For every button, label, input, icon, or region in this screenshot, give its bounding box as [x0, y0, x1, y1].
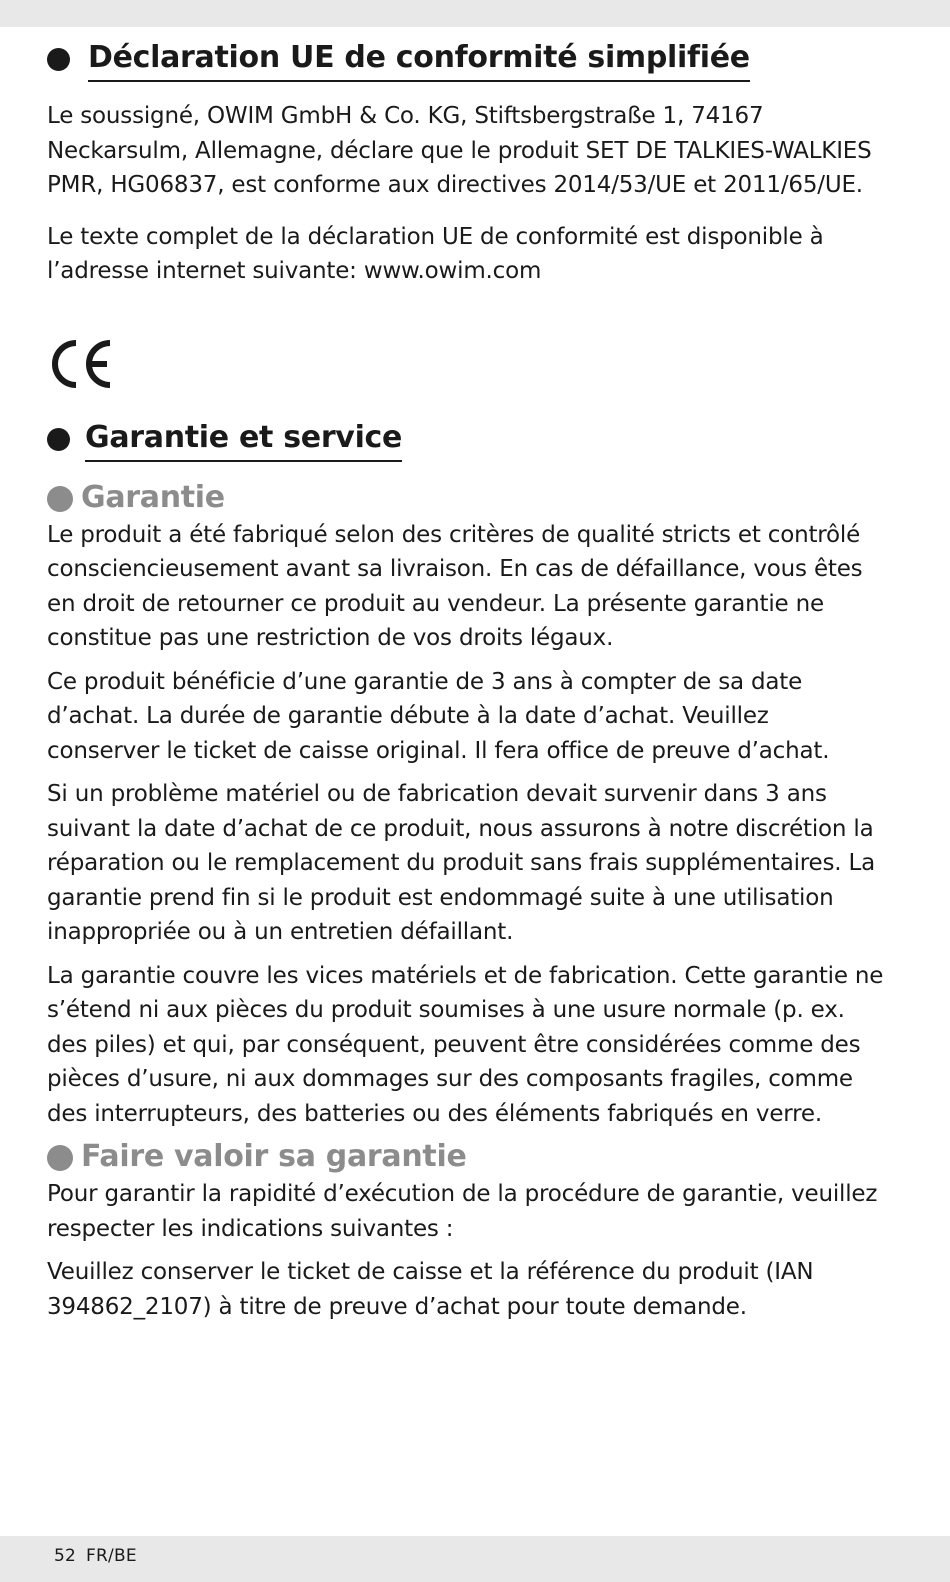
paragraph: Ce produit bénéficie d’une garantie de 3 ans à compter de sa date d’achat. La durée de garantie débute à la date d’achat. Veuillez conserver le ticket de caisse original. Il fera office de preuve d’achat.	[47, 668, 830, 764]
footer-band	[0, 1536, 950, 1582]
footer	[54, 1546, 137, 1566]
paragraph: Si un problème matériel ou de fabrication devait survenir dans 3 ans suivant la date d’achat de ce produit, nous assurons à notre discrétion la réparation ou le remplacement du produit sans frais supplémentaires. La garantie prend fin si le produit est endommagé suite à une utilisation inappropriée ou à un entretien défaillant.	[47, 781, 876, 945]
section-title: Déclaration UE de conformité simplifiée	[88, 37, 750, 82]
paragraph: Le texte complet de la déclaration UE de conformité est disponible à l’adresse internet suivante: www.owim.com	[47, 223, 824, 284]
subheading-garantie	[47, 478, 887, 518]
paragraph: Veuillez conserver le ticket de caisse et la référence du produit (IAN 394862_2107) à titre de preuve d’achat pour toute demande.	[47, 1259, 814, 1320]
paragraph: Le produit a été fabriqué selon des critères de qualité stricts et contrôlé consciencieusement avant sa livraison. En cas de défaillance, vous êtes en droit de retourner ce produit au vendeur. La présente garantie ne constitue pas une restriction de vos droits légaux.	[47, 521, 863, 651]
bullet-icon	[47, 428, 70, 451]
bullet-icon	[47, 486, 73, 512]
locale-label: FR/BE	[86, 1546, 137, 1566]
subheading-faire-valoir	[47, 1137, 887, 1177]
ce-mark-icon	[47, 339, 115, 389]
bullet-icon	[47, 48, 70, 71]
page-number: 52	[54, 1546, 77, 1566]
paragraph: La garantie couvre les vices matériels et de fabrication. Cette garantie ne s’étend ni aux pièces du produit soumises à une usure normale (p. ex. des piles) et qui, par conséquent, peuvent être considérées comme des pièces d’usure, ni aux dommages sur des composants fragiles, comme des interrupteurs, des batteries ou des éléments fabriqués en verre.	[47, 962, 884, 1127]
section-title: Garantie et service	[85, 417, 402, 462]
section-heading-declaration	[47, 37, 887, 82]
top-band	[0, 0, 950, 27]
section-heading-guarantee-service	[47, 417, 887, 462]
subheading-title: Garantie	[81, 479, 225, 515]
page-content	[47, 37, 887, 1324]
bullet-icon	[47, 1145, 73, 1171]
paragraph: Pour garantir la rapidité d’exécution de la procédure de garantie, veuillez respecter les indications suivantes :	[47, 1181, 878, 1242]
subheading-title: Faire valoir sa garantie	[81, 1139, 467, 1174]
paragraph: Le soussigné, OWIM GmbH & Co. KG, Stiftsbergstraße 1, 74167 Neckarsulm, Allemagne, déclare que le produit SET DE TALKIES-WALKIES PMR, HG06837, est conforme aux directives 2014/53/UE et 2011/65/UE.	[47, 103, 872, 198]
